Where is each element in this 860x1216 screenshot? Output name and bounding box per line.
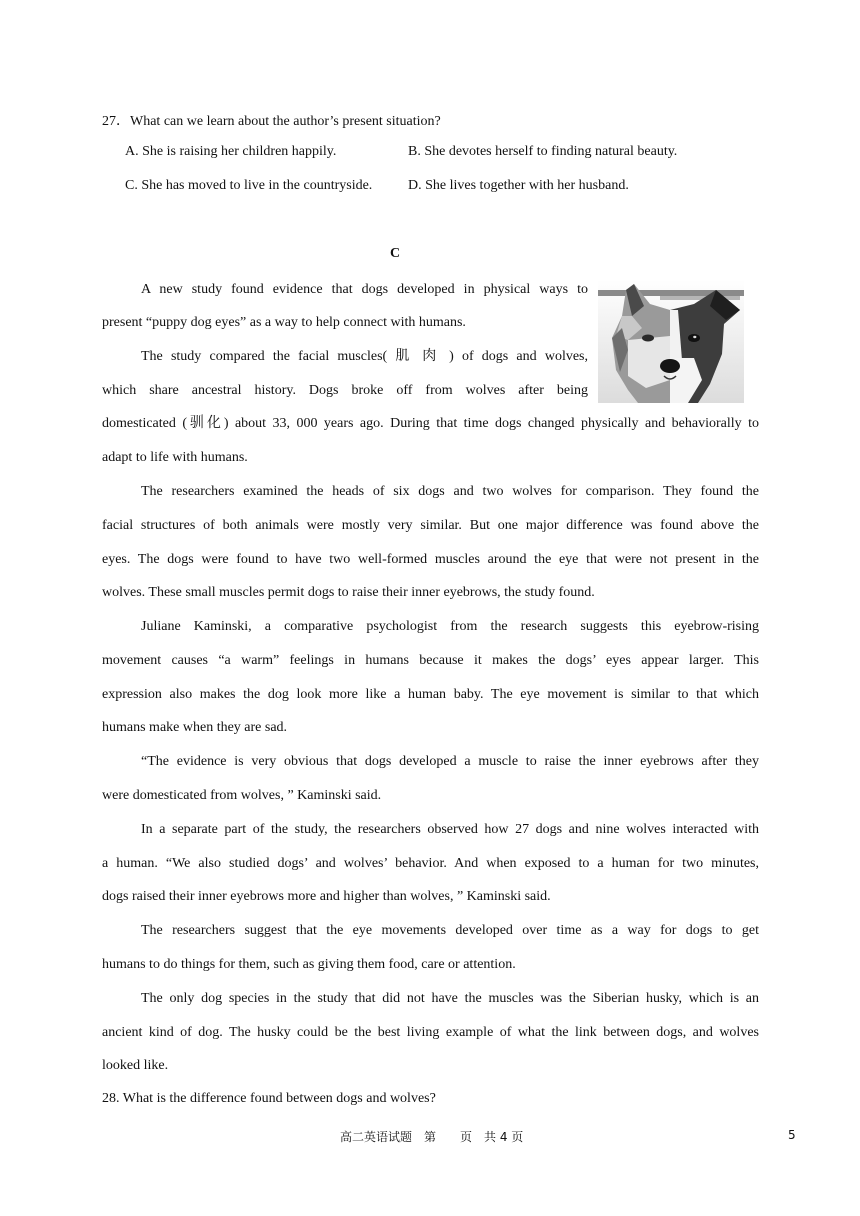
passage-line: “The evidence is very obvious that dogs developed a muscle to raise the inner eyebrows after they — [141, 754, 759, 769]
dog-wolf-photo — [598, 280, 744, 403]
page-number: 5 — [788, 1128, 796, 1142]
passage-line: were domesticated from wolves, ” Kaminski said. — [102, 788, 382, 803]
passage-line: The researchers suggest that the eye movements developed over time as a way for dogs to get — [141, 923, 759, 938]
passage-line: adapt to life with humans. — [102, 450, 248, 465]
question-28-stem: 28. What is the difference found between dogs and wolves? — [102, 1091, 436, 1106]
question-27-stem: 27．What can we learn about the author’s present situation? — [102, 114, 441, 129]
passage-line: eyes. The dogs were found to have two well-formed muscles around the eye that were not present in the — [102, 552, 759, 567]
passage-line: humans to do things for them, such as giving them food, care or attention. — [102, 957, 516, 972]
passage-line: The only dog species in the study that did not have the muscles was the Siberian husky, which is an — [141, 991, 759, 1006]
passage-line: looked like. — [102, 1058, 169, 1073]
passage-line: humans make when they are sad. — [102, 720, 288, 735]
passage-line: dogs raised their inner eyebrows more and higher than wolves, ” Kaminski said. — [102, 889, 551, 904]
passage-line: The study compared the facial muscles( 肌 肉 ) of dogs and wolves, — [141, 349, 588, 364]
passage-line: expression also makes the dog look more like a human baby. The eye movement is similar to that which — [102, 687, 759, 702]
passage-line: In a separate part of the study, the researchers observed how 27 dogs and nine wolves interacted with — [141, 822, 759, 837]
question-27-option-c: C. She has moved to live in the countryside. — [125, 178, 373, 193]
passage-line: wolves. These small muscles permit dogs to raise their inner eyebrows, the study found. — [102, 585, 595, 600]
passage-line: present “puppy dog eyes” as a way to help connect with humans. — [102, 315, 466, 330]
question-27-option-d: D. She lives together with her husband. — [408, 178, 629, 193]
question-27-option-b: B. She devotes herself to finding natural beauty. — [408, 144, 678, 159]
question-27-option-a: A. She is raising her children happily. — [125, 144, 337, 159]
passage-line: which share ancestral history. Dogs broke off from wolves after being — [102, 383, 588, 398]
passage-line: Juliane Kaminski, a comparative psychologist from the research suggests this eyebrow-rising — [141, 619, 759, 634]
page-footer: 高二英语试题 第 页 共 4 页 — [340, 1130, 524, 1144]
passage-line: The researchers examined the heads of six dogs and two wolves for comparison. They found the — [141, 484, 759, 499]
passage-line: A new study found evidence that dogs developed in physical ways to — [141, 282, 588, 297]
passage-line: domesticated (驯化) about 33, 000 years ago. During that time dogs changed physically and behaviorally to — [102, 416, 759, 431]
passage-line: facial structures of both animals were mostly very similar. But one major difference was found above the — [102, 518, 759, 533]
passage-line: movement causes “a warm” feelings in humans because it makes the dogs’ eyes appear larger. This — [102, 653, 759, 668]
section-heading: C — [390, 246, 401, 261]
passage-line: ancient kind of dog. The husky could be the best living example of what the link between dogs, and wolves — [102, 1025, 759, 1040]
passage-line: a human. “We also studied dogs’ and wolves’ behavior. And when exposed to a human for two minutes, — [102, 856, 759, 871]
